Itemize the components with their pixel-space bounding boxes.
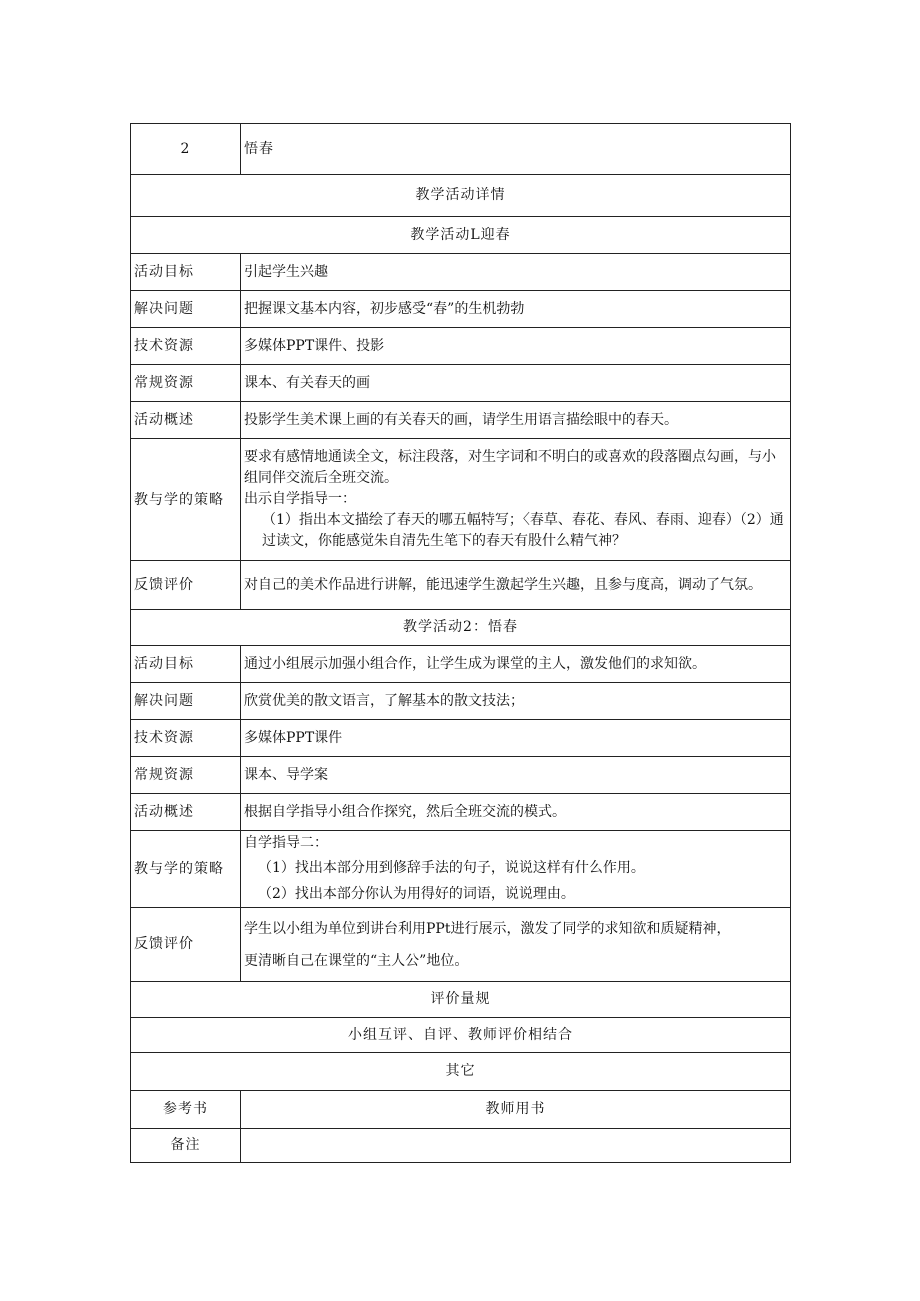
lesson-number: 2 [131, 124, 241, 175]
row-label: 技术资源 [131, 328, 241, 365]
activity2-row-goal [131, 646, 791, 683]
activity2-row-resources [131, 757, 791, 794]
top-row [131, 124, 791, 175]
row-label: 活动概述 [131, 402, 241, 439]
row-value: 把握课文基本内容，初步感受“春”的生机勃勃 [241, 291, 791, 328]
activity1-row-tech [131, 328, 791, 365]
activity2-row-problem [131, 683, 791, 720]
feedback-line: 学生以小组为单位到讲台利用PPt进行展示，激发了同学的求知欲和质疑精神， [244, 920, 731, 937]
row-label: 教与学的策略 [131, 831, 241, 908]
details-heading: 教学活动详情 [131, 175, 791, 217]
row-value [241, 439, 791, 561]
row-label: 教与学的策略 [131, 439, 241, 561]
row-label: 反馈评价 [131, 561, 241, 610]
row-label: 常规资源 [131, 365, 241, 402]
row-label: 常规资源 [131, 757, 241, 794]
strategy-line: 要求有感情地通读全文，标注段落，对生字词和不明白的或喜欢的段落圈点勾画，与小组同伴交流后全班交流。 [244, 449, 776, 486]
row-value [241, 831, 791, 908]
lesson-title: 悟春 [241, 124, 791, 175]
row-value: 课本、有关春天的画 [241, 365, 791, 402]
row-value: 欣赏优美的散文语言，了解基本的散文技法； [241, 683, 791, 720]
other-heading: 其它 [131, 1053, 791, 1091]
row-label: 活动目标 [131, 254, 241, 291]
strategy-line: （2）找出本部分你认为用得好的词语，说说理由。 [258, 886, 575, 902]
row-label: 解决问题 [131, 683, 241, 720]
rubric-heading: 评价量规 [131, 982, 791, 1018]
activity2-row-overview [131, 794, 791, 831]
notes-row [131, 1129, 791, 1163]
row-value: 课本、导学案 [241, 757, 791, 794]
activity2-row-strategy [131, 831, 791, 908]
row-value: 根据自学指导小组合作探究，然后全班交流的模式。 [241, 794, 791, 831]
reference-value: 教师用书 [241, 1091, 791, 1129]
rubric-value: 小组互评、自评、教师评价相结合 [131, 1018, 791, 1053]
row-value: 多媒体PPT课件 [241, 720, 791, 757]
row-value: 通过小组展示加强小组合作，让学生成为课堂的主人，激发他们的求知欲。 [241, 646, 791, 683]
row-label: 活动目标 [131, 646, 241, 683]
feedback-line: 更清晰自己在课堂的“主人公”地位。 [244, 952, 469, 969]
activity1-row-problem [131, 291, 791, 328]
strategy-line: 出示自学指导一： [244, 491, 356, 507]
row-value: 对自己的美术作品进行讲解，能迅速学生激起学生兴趣，且参与度高，调动了气氛。 [241, 561, 791, 610]
row-value [241, 908, 791, 982]
row-label: 反馈评价 [131, 908, 241, 982]
notes-value [241, 1129, 791, 1163]
activity1-row-overview [131, 402, 791, 439]
lesson-plan-table [130, 123, 791, 1163]
row-label: 解决问题 [131, 291, 241, 328]
row-value: 投影学生美术课上画的有关春天的画，请学生用语言描绘眼中的春天。 [241, 402, 791, 439]
activity2-row-feedback [131, 908, 791, 982]
activity1-heading: 教学活动L迎春 [131, 217, 791, 254]
row-label: 活动概述 [131, 794, 241, 831]
strategy-line: 自学指导二： [244, 835, 328, 851]
activity2-row-tech [131, 720, 791, 757]
reference-label: 参考书 [131, 1091, 241, 1129]
activity1-row-strategy [131, 439, 791, 561]
row-value: 多媒体PPT课件、投影 [241, 328, 791, 365]
row-value: 引起学生兴趣 [241, 254, 791, 291]
strategy-line: （1）找出本部分用到修辞手法的句子，说说这样有什么作用。 [258, 860, 645, 876]
reference-row [131, 1091, 791, 1129]
activity1-row-resources [131, 365, 791, 402]
activity2-heading: 教学活动2：悟春 [131, 610, 791, 646]
activity1-row-feedback [131, 561, 791, 610]
notes-label: 备注 [131, 1129, 241, 1163]
strategy-line: （1）指出本文描绘了春天的哪五幅特写；〈春草、春花、春风、春雨、迎春）（2）通过读文，你能感觉朱自清先生笔下的春天有股什么精气神？ [262, 512, 784, 549]
row-label: 技术资源 [131, 720, 241, 757]
activity1-row-goal [131, 254, 791, 291]
